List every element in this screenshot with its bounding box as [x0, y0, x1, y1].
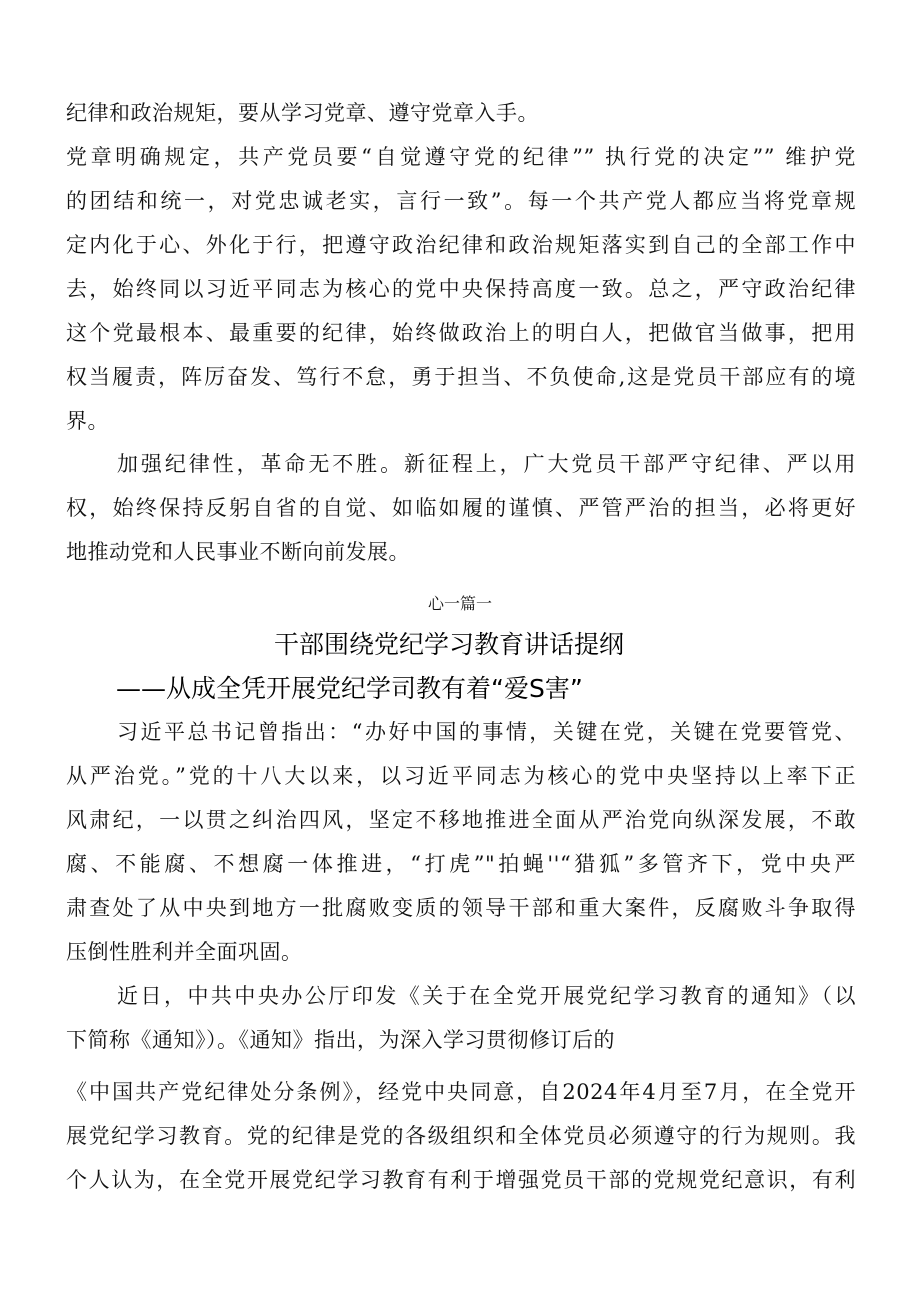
text-line: 下简称《通知》）。《通知》指出，为深入学习贯彻修订后的	[66, 1028, 615, 1052]
text-line: 的团结和统一，对党忠诚老实，言行一致”。每一个共产党人都应当将党章规	[66, 189, 856, 213]
section-separator: 心一篇一	[427, 594, 492, 613]
text-line: 压倒性胜利并全面巩固。	[66, 940, 303, 964]
text-line: 权当履责，阵厉奋发、笃行不怠，勇于担当、不负使命,这是党员干部应有的境	[66, 365, 856, 389]
text-line: 展党纪学习教育。党的纪律是党的各级组织和全体党员必须遵守的行为规则。我	[66, 1124, 856, 1148]
text-line: 近日，中共中央办公厅印发《关于在全党开展党纪学习教育的通知》（以	[117, 984, 856, 1008]
text-line: 党章明确规定，共产党员要“自觉遵守党的纪律”” 执行党的决定”” 维护党	[66, 145, 856, 169]
text-line: 风肃纪，一以贯之纠治四风，坚定不移地推进全面从严治党向纵深发展，不敢	[66, 808, 856, 832]
text-line: 去，始终同以习近平同志为核心的党中央保持高度一致。总之，严守政治纪律	[66, 277, 856, 301]
text-line: 界。	[66, 409, 109, 433]
document-subtitle: ——从成全凭开展党纪学司教有着“爱S害”	[116, 674, 583, 703]
text-line: 地推动党和人民事业不断向前发展。	[66, 540, 410, 564]
text-line: 定内化于心、外化于行，把遵守政治纪律和政治规矩落实到自己的全部工作中	[66, 233, 856, 257]
text-line: 这个党最根本、最重要的纪律，始终做政治上的明白人，把做官当做事，把用	[66, 321, 856, 345]
document-title: 干部围绕党纪学习教育讲话提纲	[274, 630, 625, 659]
text-line: 加强纪律性，革命无不胜。新征程上，广大党员干部严守纪律、严以用	[117, 452, 856, 476]
text-line: 纪律和政治规矩，要从学习党章、遵守党章入手。	[66, 101, 539, 125]
text-line: 《中国共产党纪律处分条例》，经党中央同意，自2024年4月至7月，在全党开	[66, 1080, 856, 1104]
text-line: 从严治党。”党的十八大以来，以习近平同志为核心的党中央坚持以上率下正	[66, 764, 856, 788]
text-line: 习近平总书记曾指出：“办好中国的事情，关键在党，关键在党要管党、	[117, 720, 856, 744]
text-line: 腐、不能腐、不想腐一体推进，“打虎”"拍蝇''“猎狐”多管齐下，党中央严	[66, 852, 856, 876]
text-line: 肃查处了从中央到地方一批腐败变质的领导干部和重大案件，反腐败斗争取得	[66, 896, 856, 920]
text-line: 个人认为，在全党开展党纪学习教育有利于增强党员干部的党规党纪意识，有利	[66, 1168, 856, 1192]
text-line: 权，始终保持反躬自省的自觉、如临如履的谨慎、严管严治的担当，必将更好	[66, 496, 856, 520]
